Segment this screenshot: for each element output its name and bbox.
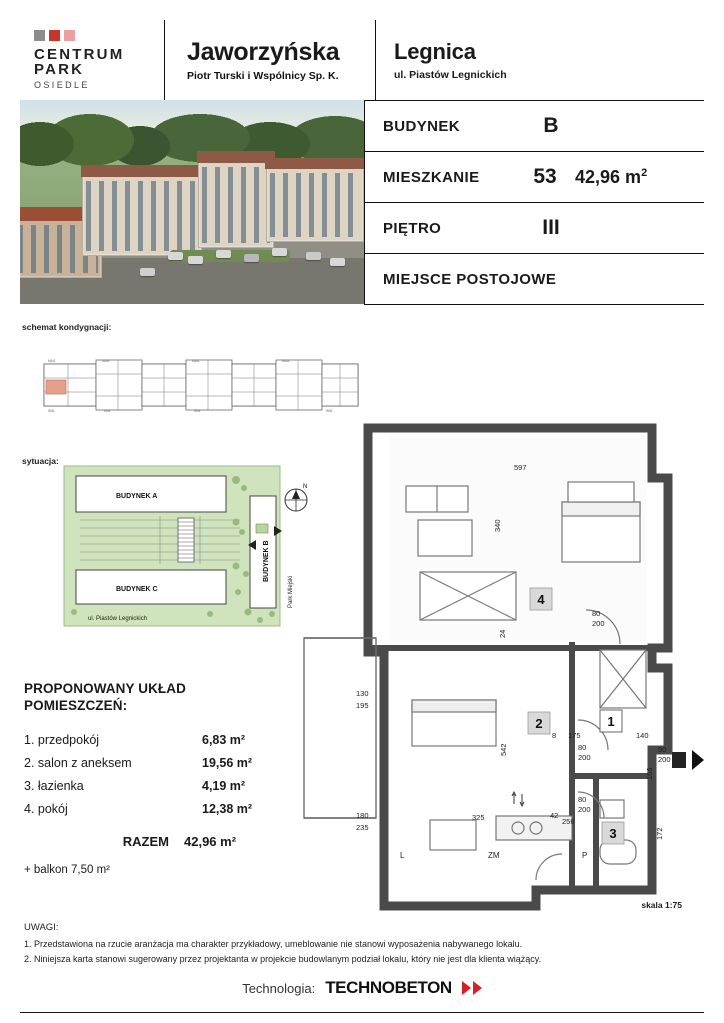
technology-brand: TECHNOBETON [325, 978, 452, 997]
building-render-image [20, 100, 364, 304]
svg-text:MAG.: MAG. [102, 359, 111, 363]
situation-svg [60, 462, 310, 642]
plan-entrance-marker [692, 750, 704, 770]
render-building-mid [198, 160, 274, 248]
info-row-apartment [365, 152, 704, 203]
svg-text:WIN.: WIN. [104, 409, 112, 413]
plan-dim: 140 [636, 731, 649, 740]
footer [0, 978, 724, 998]
plan-dim: 180 [356, 811, 369, 820]
notes [24, 920, 644, 967]
floor-value: III [542, 216, 560, 239]
room-list-item [24, 802, 324, 816]
situation-building-c: BUDYNEK C [116, 586, 158, 593]
city-title: Legnica [394, 39, 476, 64]
plan-dim: 195 [356, 701, 369, 710]
floor-plan [300, 420, 704, 920]
apartment-area [575, 167, 647, 188]
floor-scheme-svg [42, 350, 360, 420]
room-total-label: RAZEM [122, 834, 169, 849]
room-name: 4. pokój [24, 802, 68, 816]
plan-dim: 8 [552, 731, 557, 740]
situation-building-b: BUDYNEK B [263, 540, 270, 582]
plan-scale: skala 1:75 [641, 900, 682, 910]
situation-building-a: BUDYNEK A [116, 493, 158, 500]
estate-developer: Piotr Turski i Wspólnicy Sp. K. [187, 69, 339, 82]
room-name: 1. przedpokój [24, 733, 100, 747]
plan-dim: 325 [472, 813, 485, 822]
floor-scheme-label: schemat kondygnacji: [22, 322, 112, 332]
plan-dim: 340 [493, 519, 502, 532]
room-name: 3. łazienka [24, 779, 84, 793]
room-area: 6,83 m² [202, 733, 246, 747]
plan-dim: 172 [655, 827, 664, 840]
plan-dim: 200 [658, 755, 671, 764]
situation-street-right: Park Miejski [288, 575, 294, 608]
room-total-area: 42,96 m² [184, 834, 237, 849]
room-list-title [24, 680, 324, 714]
plan-dim: 542 [499, 743, 508, 756]
apartment-info-table [364, 100, 704, 305]
room-list-item [24, 733, 324, 747]
parking-label: MIEJSCE POSTOJOWE [383, 270, 557, 288]
render-building-right [266, 166, 364, 242]
svg-text:WIN.: WIN. [194, 409, 202, 413]
plan-appliance-label: L [400, 851, 405, 860]
render-car [188, 256, 203, 264]
estate-title: Jaworzyńska [187, 37, 340, 66]
footer-divider [20, 1012, 704, 1013]
building-label: BUDYNEK [383, 117, 460, 135]
render-car [330, 258, 345, 266]
logo [20, 20, 164, 100]
render-car [306, 252, 321, 260]
room-list [24, 680, 324, 876]
header [20, 20, 704, 100]
plan-dim: 80 [578, 795, 587, 804]
svg-text:MAG.: MAG. [192, 359, 201, 363]
svg-text:MAG.: MAG. [48, 359, 57, 363]
logo-subtitle: OSIEDLE [34, 80, 90, 90]
render-car [168, 252, 183, 260]
situation-label: sytuacja: [22, 456, 59, 466]
room-list-title-line2: POMIESZCZEŃ: [24, 698, 128, 713]
plan-entrance-block [672, 752, 686, 768]
city-street: ul. Piastów Legnickich [394, 69, 507, 81]
info-row-floor [365, 203, 704, 254]
info-row-parking [365, 254, 704, 305]
plan-room-tag-4: 4 [537, 592, 545, 607]
situation-plan [60, 462, 310, 642]
notes-line-2: 2. Niniejsza karta stanowi sugerowany przez projektanta w projekcie budowlanym podział lokalu, który nie jest dla klienta wiążący. [24, 954, 542, 964]
svg-text:WIN.: WIN. [48, 409, 56, 413]
room-list-title-line1: PROPONOWANY UKŁAD [24, 681, 186, 696]
room-area: 12,38 m² [202, 802, 253, 816]
plan-dim: 80 [578, 743, 587, 752]
building-value: B [543, 114, 559, 137]
info-row-building [365, 101, 704, 152]
plan-dim: 175 [568, 731, 581, 740]
technology-label: Technologia: [242, 980, 316, 996]
room-list-item [24, 779, 324, 793]
plan-dim: 166 [645, 767, 654, 780]
plan-appliance-label: P [582, 851, 588, 860]
balcony-note: + balkon 7,50 m² [24, 864, 110, 876]
estate-block [164, 20, 376, 100]
plan-room-tag-3: 3 [609, 826, 617, 841]
plan-dim: 130 [356, 689, 369, 698]
render-building-center [82, 174, 202, 256]
svg-text:WIN.: WIN. [326, 409, 334, 413]
highlighted-apartment [46, 380, 66, 394]
plan-dim: 256 [562, 817, 575, 826]
room-total [24, 834, 324, 849]
plan-dim: 24 [498, 629, 507, 638]
compass-north-label: N [303, 484, 308, 490]
plan-dim: 200 [592, 619, 605, 628]
logo-name: CENTRUM PARK [34, 46, 125, 78]
svg-text:MAG.: MAG. [282, 359, 291, 363]
plan-appliance-label: ZM [488, 851, 500, 860]
apartment-area-unit-sup: 2 [641, 166, 648, 179]
room-list-item [24, 756, 324, 770]
situation-street-bottom: ul. Piastów Legnickich [88, 616, 148, 622]
plan-room-tag-2: 2 [535, 716, 543, 731]
plan-dim: 200 [578, 805, 591, 814]
plan-dim: 42 [550, 811, 559, 820]
floor-plan-svg [300, 420, 704, 920]
floor-label: PIĘTRO [383, 219, 442, 237]
render-car [272, 248, 287, 256]
apartment-number: 53 [533, 165, 557, 188]
room-area: 19,56 m² [202, 756, 253, 770]
technobeton-arrows-icon [462, 981, 482, 995]
render-car [244, 254, 259, 262]
notes-title: UWAGI: [24, 922, 59, 933]
plan-room-tag-1: 1 [607, 714, 615, 729]
room-name: 2. salon z aneksem [24, 756, 132, 770]
city-block [376, 20, 704, 100]
render-car [140, 268, 155, 276]
notes-line-1: 1. Przedstawiona na rzucie aranżacja ma charakter przykładowy, umeblowanie nie stanowi wyposażenia nabywanego lokalu. [24, 939, 523, 949]
apartment-area-value: 42,96 m [575, 166, 642, 187]
plan-dim: 80 [592, 609, 601, 618]
logo-squares-icon [34, 30, 164, 41]
plan-dim: 597 [514, 463, 527, 472]
plan-dim: 235 [356, 823, 369, 832]
render-car [216, 250, 231, 258]
room-area: 4,19 m² [202, 779, 246, 793]
plan-dim: 90 [658, 745, 667, 754]
plan-dim: 200 [578, 753, 591, 762]
apartment-label: MIESZKANIE [383, 168, 480, 186]
floor-scheme-diagram [42, 350, 360, 420]
